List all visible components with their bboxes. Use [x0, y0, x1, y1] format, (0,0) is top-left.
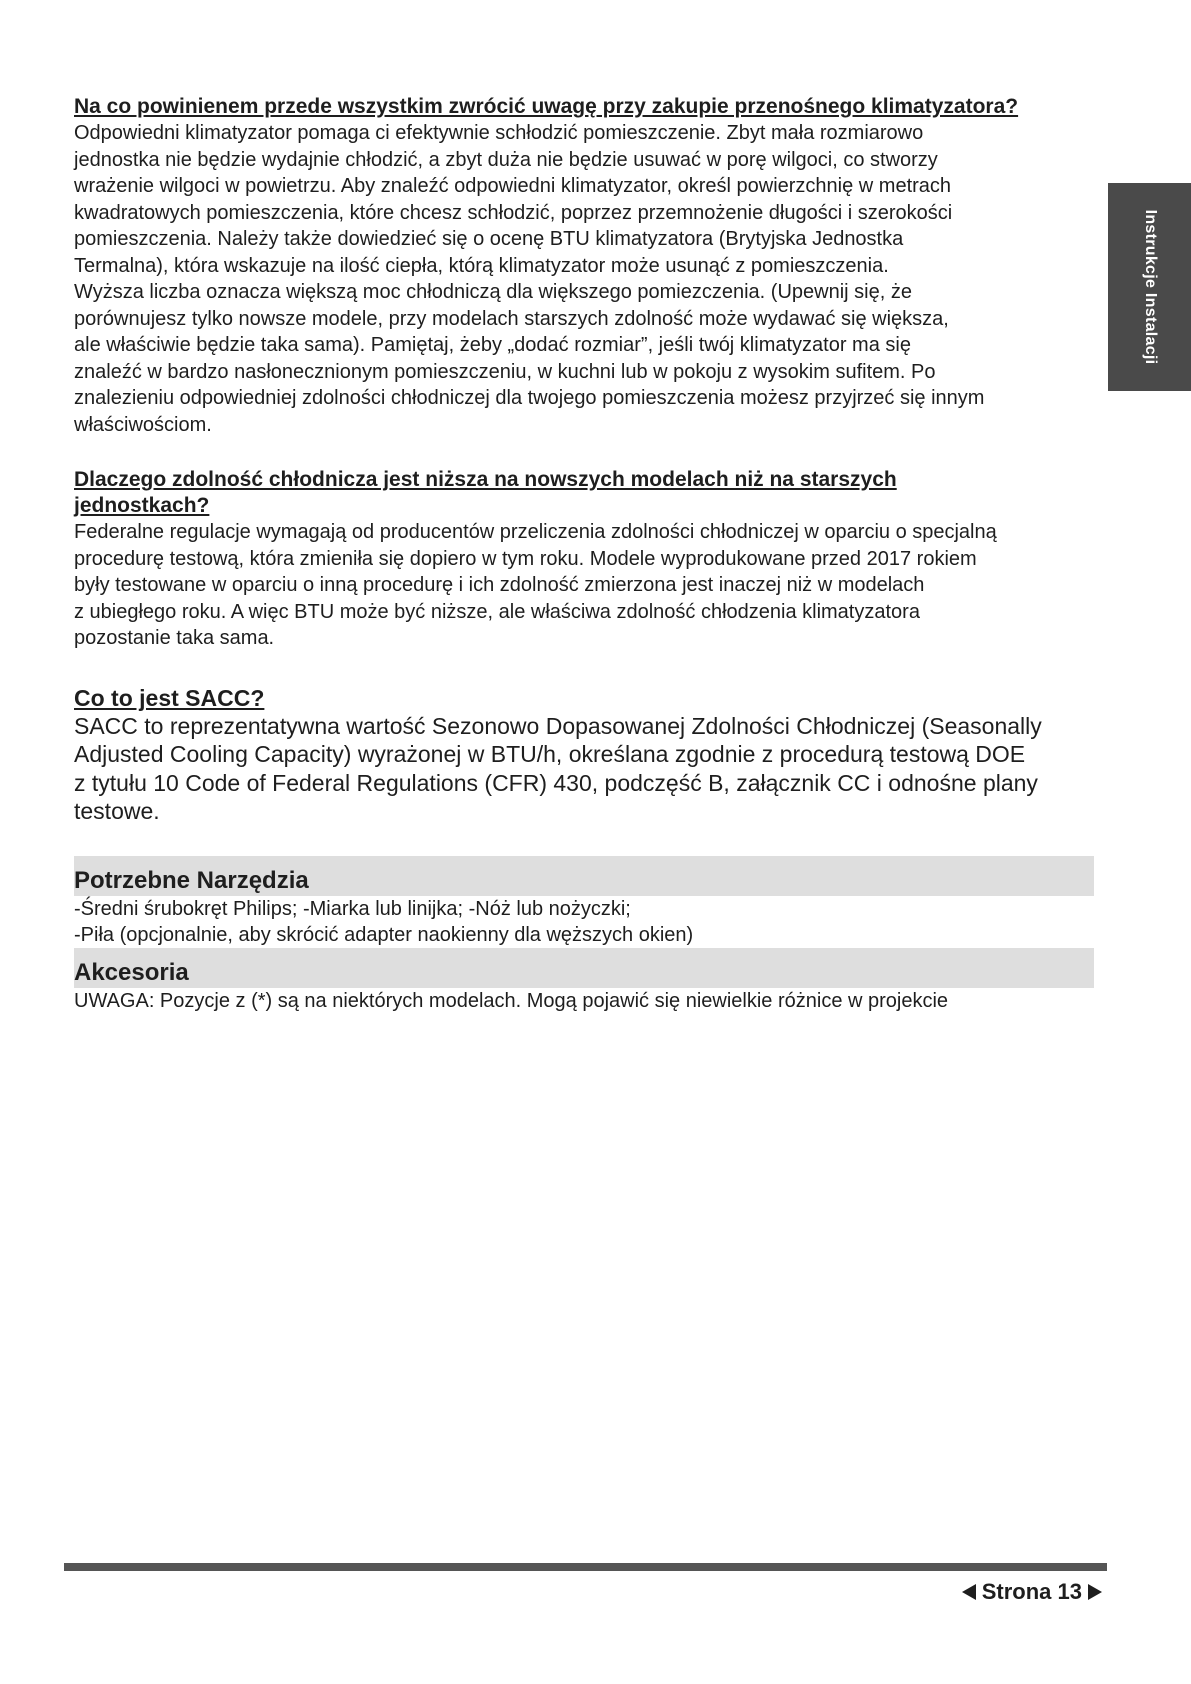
- next-page-arrow-icon[interactable]: [1088, 1584, 1102, 1600]
- text-line: były testowane w oparciu o inną procedurę i ich zdolność zmierzona jest inaczej niż w modelach: [74, 574, 925, 596]
- text-line: ale właściwie będzie taka sama). Pamiętaj, żeby „dodać rozmiar”, jeśli twój klimatyzator ma się: [74, 334, 911, 356]
- faq-heading-purchase: Na co powinienem przede wszystkim zwrócić uwagę przy zakupie przenośnego klimatyzatora?: [74, 95, 1019, 118]
- text-line: z ubiegłego roku. A więc BTU może być niższe, ale właściwa zdolność chłodzenia klimatyzatora: [74, 600, 920, 623]
- text-line: pozostanie taka sama.: [74, 627, 275, 649]
- text-line: właściwościom.: [74, 413, 212, 436]
- accessories-section: [74, 948, 1094, 1014]
- previous-page-arrow-icon[interactable]: [962, 1584, 976, 1600]
- text-line: znalezieniu odpowiedniej zdolności chłodniczej dla twojego pomieszczenia możesz przyjrzeć się innym: [74, 387, 985, 409]
- text-line: Wyższa liczba oznacza większą moc chłodniczą dla większego pomiezczenia. (Upewnij się, że: [74, 281, 912, 303]
- accessories-note: UWAGA: Pozycje z (*) są na niektórych modelach. Mogą pojawić się niewielkie różnice w projekcie: [74, 989, 949, 1012]
- tools-title: Potrzebne Narzędzia: [74, 856, 1094, 896]
- tools-section: [74, 856, 1094, 948]
- faq-section-capacity: [74, 467, 1094, 652]
- tools-line: -Piła (opcjonalnie, aby skrócić adapter naokienny dla węższych okien): [74, 923, 694, 946]
- footer-rule: [64, 1563, 1107, 1571]
- text-line: kwadratowych pomieszczenia, które chcesz schłodzić, poprzez przemnożenie długości i szerokości: [74, 201, 953, 224]
- text-line: Termalna), która wskazuje na ilość ciepła, którą klimatyzator może usunąć z pomieszczenia.: [74, 254, 889, 277]
- faq-section-sacc: [74, 684, 1094, 826]
- page-navigation: [962, 1579, 1102, 1605]
- text-line: Odpowiedni klimatyzator pomaga ci efektywnie schłodzić pomieszczenie. Zbyt mała rozmiarowo: [74, 122, 924, 144]
- heading-line: Dlaczego zdolność chłodnicza jest niższa na nowszych modelach niż na starszych: [74, 468, 897, 491]
- text-line: porównujesz tylko nowsze modele, przy modelach starszych zdolność może wydawać się większa,: [74, 307, 949, 330]
- accessories-title: Akcesoria: [74, 948, 1094, 988]
- faq-body-sacc: [74, 712, 1094, 826]
- text-line: znaleźć w bardzo nasłonecznionym pomieszczeniu, w kuchni lub w pokoju z wysokim sufitem. Po: [74, 360, 936, 383]
- faq-heading-sacc: Co to jest SACC?: [74, 684, 265, 711]
- text-line: procedurę testową, która zmieniła się dopiero w tym roku. Modele wyprodukowane przed 2017 rokiem: [74, 547, 977, 570]
- side-tab-label: Instrukcje Instalacji: [1141, 209, 1159, 365]
- page-number-label: Strona 13: [981, 1579, 1082, 1604]
- page-content: [74, 94, 1094, 1014]
- side-tab: [1108, 183, 1191, 391]
- text-line: Federalne regulacje wymagają od producentów przeliczenia zdolności chłodniczej w oparciu o specjalną: [74, 521, 997, 543]
- text-line: SACC to reprezentatywna wartość Sezonowo Dopasowanej Zdolności Chłodniczej (Seasonally: [74, 712, 1042, 739]
- faq-heading-capacity: [74, 467, 1094, 519]
- text-line: wrażenie wilgoci w powietrzu. Aby znaleźć odpowiedni klimatyzator, określ powierzchnię w metrach: [74, 175, 952, 197]
- text-line: Adjusted Cooling Capacity) wyrażonej w BTU/h, określana zgodnie z procedurą testową DOE: [74, 741, 1026, 768]
- faq-body-capacity: [74, 519, 1094, 652]
- faq-body-purchase: [74, 120, 1094, 438]
- text-line: jednostka nie będzie wydajnie chłodzić, a zbyt duża nie będzie usuwać w porę wilgoci, co stworzy: [74, 148, 938, 171]
- tools-line: -Średni śrubokręt Philips; -Miarka lub linijka; -Nóż lub nożyczki;: [74, 897, 631, 920]
- text-line: z tytułu 10 Code of Federal Regulations (CFR) 430, podczęść B, załącznik CC i odnośne plany: [74, 769, 1038, 796]
- faq-section-purchase: [74, 94, 1094, 438]
- tools-list: [74, 896, 1094, 948]
- text-line: testowe.: [74, 798, 160, 825]
- heading-line: jednostkach?: [74, 494, 210, 517]
- text-line: pomieszczenia. Należy także dowiedzieć się o ocenę BTU klimatyzatora (Brytyjska Jednostka: [74, 228, 904, 250]
